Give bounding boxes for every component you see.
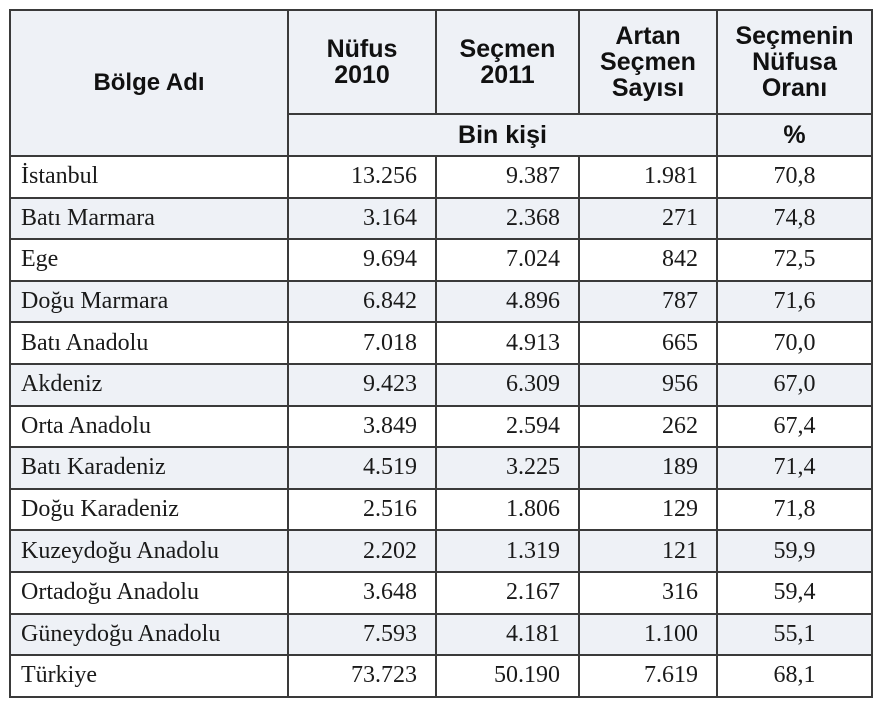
population-cell: 4.519: [288, 447, 436, 489]
region-cell: Orta Anadolu: [10, 406, 288, 448]
population-cell: 9.694: [288, 239, 436, 281]
header-line: Seçmen: [459, 35, 556, 63]
extra-voters-cell: 121: [579, 530, 717, 572]
voters-cell: 1.806: [436, 489, 579, 531]
region-cell: Batı Marmara: [10, 198, 288, 240]
ratio-cell: 71,6: [717, 281, 872, 323]
column-header-voters: [436, 10, 579, 114]
region-cell: Doğu Karadeniz: [10, 489, 288, 531]
voters-cell: 50.190: [436, 655, 579, 697]
voters-cell: 2.594: [436, 406, 579, 448]
population-cell: 7.593: [288, 614, 436, 656]
population-cell: 2.202: [288, 530, 436, 572]
population-cell: 3.648: [288, 572, 436, 614]
table-row: [10, 198, 872, 240]
column-header-ratio: [717, 10, 872, 114]
column-header-extra-voters: [579, 10, 717, 114]
region-cell: Türkiye: [10, 655, 288, 697]
population-cell: 3.164: [288, 198, 436, 240]
table-row: [10, 530, 872, 572]
extra-voters-cell: 7.619: [579, 655, 717, 697]
table-row: [10, 489, 872, 531]
header-line: Sayısı: [611, 74, 685, 102]
voters-cell: 1.319: [436, 530, 579, 572]
extra-voters-cell: 1.100: [579, 614, 717, 656]
region-cell: Ege: [10, 239, 288, 281]
header-row: [10, 10, 872, 114]
region-cell: Güneydoğu Anadolu: [10, 614, 288, 656]
table-row: [10, 281, 872, 323]
table-row: [10, 156, 872, 198]
ratio-cell: 55,1: [717, 614, 872, 656]
extra-voters-cell: 787: [579, 281, 717, 323]
region-cell: Doğu Marmara: [10, 281, 288, 323]
voters-cell: 4.913: [436, 322, 579, 364]
table-row: [10, 447, 872, 489]
header-line: 2011: [480, 61, 535, 89]
ratio-cell: 71,8: [717, 489, 872, 531]
population-cell: 13.256: [288, 156, 436, 198]
header-line: Artan: [615, 22, 681, 50]
extra-voters-cell: 665: [579, 322, 717, 364]
table-row: [10, 614, 872, 656]
table-header: [10, 10, 872, 156]
ratio-cell: 74,8: [717, 198, 872, 240]
ratio-cell: 71,4: [717, 447, 872, 489]
ratio-cell: 72,5: [717, 239, 872, 281]
unit-percent-label: %: [717, 114, 872, 156]
extra-voters-cell: 271: [579, 198, 717, 240]
extra-voters-cell: 262: [579, 406, 717, 448]
extra-voters-cell: 956: [579, 364, 717, 406]
ratio-cell: 59,9: [717, 530, 872, 572]
header-line: 2010: [334, 61, 390, 89]
population-cell: 73.723: [288, 655, 436, 697]
extra-voters-cell: 316: [579, 572, 717, 614]
voters-cell: 2.167: [436, 572, 579, 614]
table-row: [10, 406, 872, 448]
ratio-cell: 67,0: [717, 364, 872, 406]
table-row: [10, 322, 872, 364]
extra-voters-cell: 129: [579, 489, 717, 531]
header-line: Oranı: [761, 74, 828, 102]
ratio-cell: 70,8: [717, 156, 872, 198]
region-cell: Akdeniz: [10, 364, 288, 406]
header-line: Seçmen: [600, 48, 696, 76]
voters-cell: 9.387: [436, 156, 579, 198]
extra-voters-cell: 842: [579, 239, 717, 281]
population-cell: 3.849: [288, 406, 436, 448]
region-cell: Batı Anadolu: [10, 322, 288, 364]
voters-cell: 6.309: [436, 364, 579, 406]
extra-voters-cell: 189: [579, 447, 717, 489]
header-line: Seçmenin: [735, 22, 854, 50]
column-header-region: Bölge Adı: [10, 10, 288, 156]
table-row: [10, 572, 872, 614]
voters-cell: 7.024: [436, 239, 579, 281]
voter-population-table: [9, 9, 873, 698]
unit-thousands-label: Bin kişi: [288, 114, 717, 156]
ratio-cell: 59,4: [717, 572, 872, 614]
header-line: Nüfusa: [752, 48, 837, 76]
region-cell: Kuzeydoğu Anadolu: [10, 530, 288, 572]
voters-cell: 3.225: [436, 447, 579, 489]
table-row: [10, 364, 872, 406]
ratio-cell: 70,0: [717, 322, 872, 364]
region-cell: Ortadoğu Anadolu: [10, 572, 288, 614]
region-cell: İstanbul: [10, 156, 288, 198]
table-row: [10, 655, 872, 697]
ratio-cell: 68,1: [717, 655, 872, 697]
header-line: Nüfus: [326, 35, 398, 63]
population-cell: 9.423: [288, 364, 436, 406]
table-body: [10, 156, 872, 697]
voters-cell: 4.896: [436, 281, 579, 323]
table-row: [10, 239, 872, 281]
extra-voters-cell: 1.981: [579, 156, 717, 198]
population-cell: 6.842: [288, 281, 436, 323]
population-cell: 7.018: [288, 322, 436, 364]
region-cell: Batı Karadeniz: [10, 447, 288, 489]
ratio-cell: 67,4: [717, 406, 872, 448]
column-header-population: [288, 10, 436, 114]
voters-cell: 2.368: [436, 198, 579, 240]
population-cell: 2.516: [288, 489, 436, 531]
voters-cell: 4.181: [436, 614, 579, 656]
